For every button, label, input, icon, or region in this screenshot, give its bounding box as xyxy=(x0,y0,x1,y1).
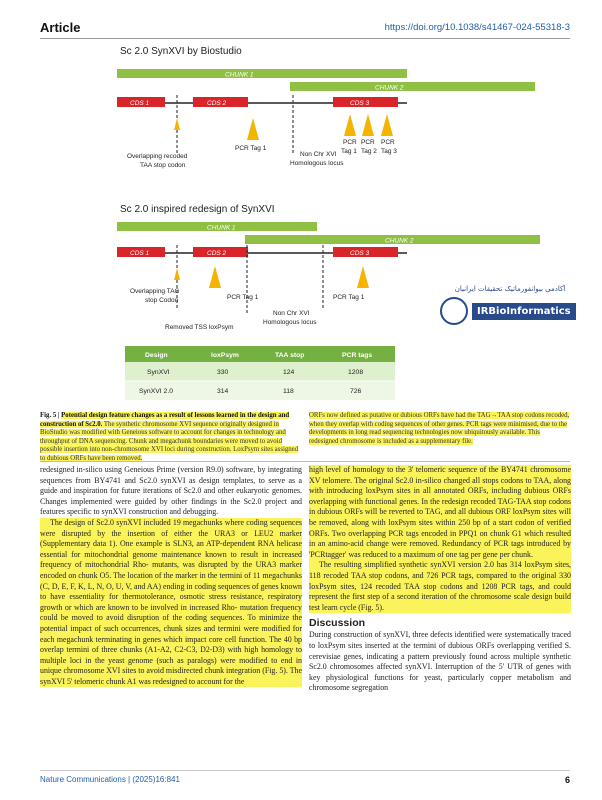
top-pcr-a: PCR xyxy=(343,139,357,146)
irbioinformatics-logo xyxy=(440,285,580,345)
body-right-column xyxy=(309,465,571,694)
top-chunk2 xyxy=(290,82,535,91)
top-cds1-label: CDS 1 xyxy=(130,100,150,107)
page-footer xyxy=(40,770,570,784)
top-chunk1 xyxy=(117,69,407,78)
bottom-pcr-marker-2 xyxy=(357,266,369,288)
body-paragraph: redesigned in-silico using Geneious Prime (version R9.0) software, by integrating sequences from BY4741 and Sc2.0 synXVI as design templates, to serve as a guide and inspiration for future iterations of Sc2.0 and other eukaryotic genomes. Changes implemented were guided by other findings in the Sc2.0 project and features specific to synXVI construction and debugging. xyxy=(40,465,302,517)
figure-5 xyxy=(95,40,565,458)
top-overlap-label-2: TAA stop codon xyxy=(140,162,186,169)
bottom-chunk1-label: CHUNK 1 xyxy=(207,224,236,232)
top-pcr-tag3-marker xyxy=(381,114,393,136)
top-chunk2-label: CHUNK 2 xyxy=(375,84,404,92)
caption-title: Potential design feature changes as a result of lessons learned in the design and construction of Sc2.0. xyxy=(40,412,290,428)
table-cell: SynXVI xyxy=(147,369,170,376)
top-tag2: Tag 2 xyxy=(361,148,377,155)
table-head-taa: TAA stop xyxy=(275,352,305,359)
table-cell: 726 xyxy=(350,388,362,395)
top-chunk1-label: CHUNK 1 xyxy=(225,71,254,79)
bottom-chunk2-label: CHUNK 2 xyxy=(385,237,414,245)
bottom-pcr-marker-1 xyxy=(209,266,221,288)
bottom-removed-label: Removed TSS loxPsym xyxy=(165,324,234,331)
top-pcr-tag2-marker xyxy=(362,114,374,136)
top-pcr-marker xyxy=(247,118,259,140)
figure-caption-left xyxy=(40,412,302,463)
caption-right-body: ORFs now defined as putative or dubious ORFs have had the TAG→TAA stop codons recoded, when they overlap with coding sequences of other genes. PCR tags were minimised, due to the developments in long read sequencing technologies now ubiquitously available. This redesigned chromosome is included as a supplementary file. xyxy=(309,412,570,445)
figure-caption-right xyxy=(309,412,571,446)
top-pcr-tag1-marker xyxy=(344,114,356,136)
discussion-heading: Discussion xyxy=(309,617,366,630)
section-label: Article xyxy=(40,20,81,35)
caption-body: The synthetic chromosome XVI sequence originally designed in BioStudio was modified with Geneious software to account for changes in technology and throughput of DNA sequencing. Chunk and megachunk boundaries were moved to avoid possible insertion into non-chromosome XVI loci during construction. LoxPsym sites assigned to dubious ORFs have been removed. xyxy=(40,420,299,462)
table-cell: 1208 xyxy=(348,369,364,376)
top-tag1: Tag 1 xyxy=(341,148,357,155)
logo-brand: IRBioInformatics xyxy=(472,303,576,320)
bottom-overlap-marker xyxy=(174,268,180,280)
top-tag3: Tag 3 xyxy=(381,148,397,155)
header-rule xyxy=(40,38,570,39)
table-cell: 314 xyxy=(217,388,229,395)
table-cell: SynXVI 2.0 xyxy=(139,388,174,395)
logo-emblem xyxy=(440,297,468,325)
top-title: Sc 2.0 SynXVI by Biostudio xyxy=(120,46,242,57)
top-cds2-label: CDS 2 xyxy=(207,100,227,107)
discussion-paragraph: During construction of synXVI, three defects identified were systematically traced to loxPsym sites inserted at the termini of dubious ORFs overlapping verified S. cerevisiae genes, indicating a pattern previously found across multiple synthetic Sc2.0 chromosomes affected synXVI. Interruption of the 5' UTR of genes with key physiological functions for yeast, particularly copper metabolism and chromosome segregation xyxy=(309,630,571,693)
table-cell: 124 xyxy=(283,369,295,376)
doi-link[interactable]: https://doi.org/10.1038/s41467-024-55318-3 xyxy=(384,22,570,33)
top-overlap-marker xyxy=(174,118,180,130)
top-pcr-label: PCR Tag 1 xyxy=(235,145,267,152)
table-cell: 118 xyxy=(283,388,294,395)
figure-diagram xyxy=(95,40,565,410)
bottom-overlap-label: Overlapping TAG xyxy=(130,288,180,295)
bottom-cds3-label: CDS 3 xyxy=(350,250,370,257)
page-number: 6 xyxy=(564,775,570,785)
top-pcr-b: PCR xyxy=(361,139,375,146)
table-cell: 330 xyxy=(217,369,229,376)
body-paragraph: The resulting simplified synthetic synXVI version 2.0 has 314 loxPsym sites, 118 recoded TAA stop codons, and 726 PCR tags, compared to the original 330 loxPsym sites, 124 recoded TAA stop codons and 1208 PCR tags, and could represent the first step of a second iteration of the chromosome scale design build test learn cycle (Fig. 5). xyxy=(309,560,571,612)
bottom-cds1-label: CDS 1 xyxy=(130,250,150,257)
top-cds3-label: CDS 3 xyxy=(350,100,370,107)
top-pcr-c: PCR xyxy=(381,139,395,146)
body-left-column xyxy=(40,465,302,687)
top-nonchr-label: Non Chr XVI xyxy=(300,151,337,158)
section-separator xyxy=(40,461,570,462)
top-overlap-label: Overlapping recoded xyxy=(127,153,188,160)
journal-citation: Nature Communications | (2025)16:841 xyxy=(40,775,180,784)
logo-persian-text: آکادمی بیوانفورماتیک تحقیقات ایرانیان xyxy=(454,285,566,293)
body-paragraph: The design of Sc2.0 synXVI included 19 megachunks where coding sequences were disrupted by the insertion of either the URA3 or LEU2 marker (Supplementary data 1). One example is SLN3, an ATP-dependent RNA helicase essential for mitochondrial genome maintenance known to result in increased frequency of mitochondrial Rho- mutants, was disrupted by the URA3 marker encoded on chunk O5. The location of the marker in the termini of 11 megachunks (C, D, E, F, K, L, N, O, U, V, and AA) ending in coding sequences of genes known to have essentiality for thermotolerance, osmotic stress resistance, respiratory growth or which are known to be involved in increased Rho- mutation frequency could be moved to avoid disruption of the coding sequences. To minimize the potential impact of such occurrences, chunk sizes and termini were modified for each megachunk terminating in genes which impact core cell function. The 40 bp overlap termini of three chunks (A1-A2, C2-C3, D2-D3) with high homology to multiple loci in the yeast genome (such as paralogs) were modified to end in unique chromosome XVI sites to avoid misdirected chunk integration (Fig. 5). The synXVI 5' telomeric chunk A1 was redesigned to account for the xyxy=(40,517,302,686)
bottom-overlap-label-2: stop Codon xyxy=(145,297,179,304)
table-head-loxpsym: loxPsym xyxy=(211,352,239,359)
table-head-design: Design xyxy=(145,352,168,359)
table-head-pcr: PCR tags xyxy=(342,352,373,359)
bottom-title: Sc 2.0 inspired redesign of SynXVI xyxy=(120,204,275,215)
bottom-pcr-label-2: PCR Tag 1 xyxy=(333,294,365,301)
body-paragraph: high level of homology to the 3' telomeric sequence of the BY4741 chromosome XV telomere. The original Sc2.0 in-silico changed all stops codons to TAA, along with introducing loxPsym sites in all annotated ORFs, including dubious ORFs overlapping with functional genes. In the redesign recoded TAG-TAA stop codons in dubious ORFs will be reverted to TAG, and all dubious ORF loxPsym sites will be removed, along with loxPsym sites within 250 bp of a start codon of verified ORFs. Two overlapping PCR tags encoded in PPQ1 on chunk G1 which resulted in an amino-acid change were removed. Redundancy of PCR tags introduced by 'PCRtagger' was reduced to a maximum of one tag per gene per chunk. xyxy=(309,465,571,559)
caption-label: Fig. 5 | xyxy=(40,412,62,419)
bottom-nonchr-label: Non Chr XVI xyxy=(273,310,310,317)
bottom-pcr-label-1: PCR Tag 1 xyxy=(227,294,259,301)
bottom-cds2-label: CDS 2 xyxy=(207,250,227,257)
top-homol-label: Homologous locus xyxy=(290,160,344,167)
bottom-homol-label: Homologous locus xyxy=(263,319,317,326)
